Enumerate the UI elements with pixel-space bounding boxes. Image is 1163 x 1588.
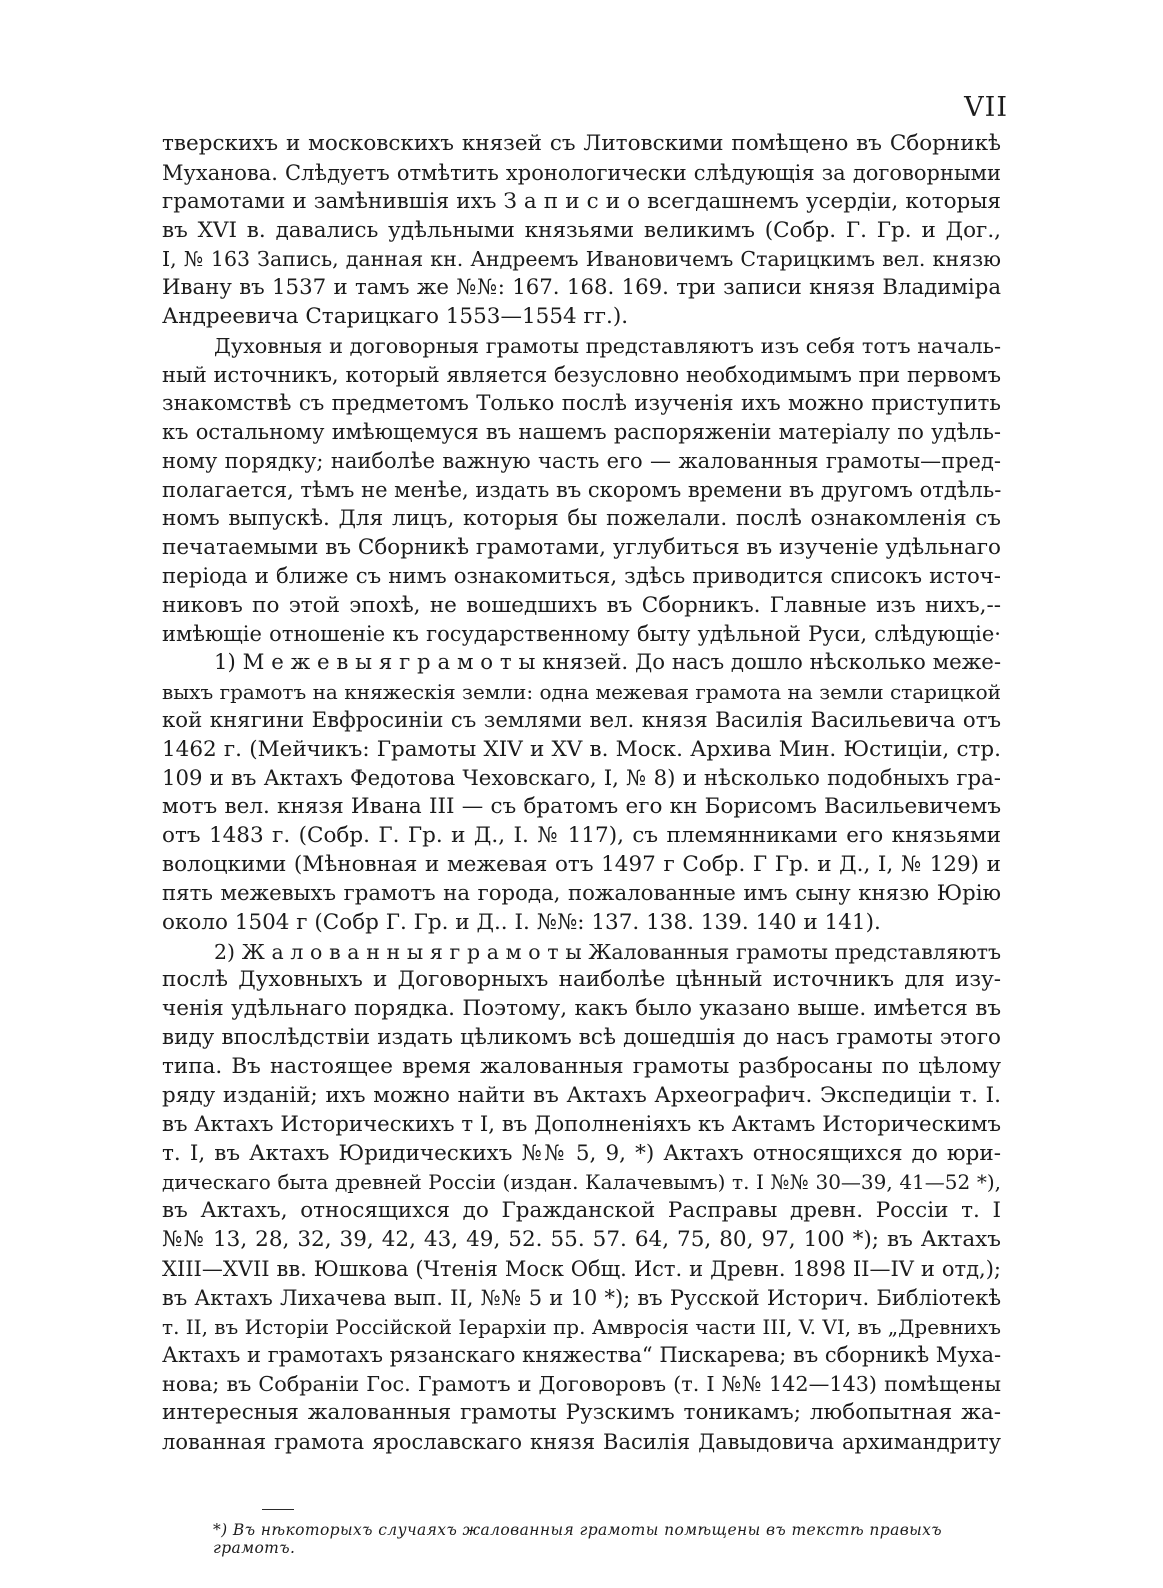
text-line: Андреевича Старицкаго 1553—1554 гг.). [162,304,629,330]
text-line: въ Актахъ Историческихъ т I, въ Дополненіяхъ къ Актамъ Историческимъ [162,1111,1001,1137]
text-line: имѣющіе отношеніе къ государственному быту удѣльной Руси, слѣдующіе· [162,622,1001,647]
page-number: VII [964,92,1008,123]
text-line: ряду изданій; ихъ можно найти въ Актахъ Археографич. Экспедиціи т. I. [162,1082,1001,1108]
text-line: пять межевыхъ грамотъ на города, пожалованные имъ сыну князю Юрію [162,880,1001,906]
text-line: послѣ Духовныхъ и Договорныхъ наиболѣе цѣнный источникъ для изу- [162,967,1001,993]
section-heading-line: 1) М е ж е в ы я г р а м о т ы князей. До насъ дошло нѣсколько меже- [214,650,1001,676]
text-line: Ивану въ 1537 и тамъ же №№: 167. 168. 169. три записи князя Владиміра [162,275,1001,301]
text-line: періода и ближе съ нимъ ознакомиться, здѣсь приводится списокъ источ- [162,563,1001,589]
footnote-separator [262,1509,294,1510]
text-line: ченія удѣльнаго порядка. Поэтому, какъ было указано выше. имѣется въ [162,996,1001,1022]
text-line: никовъ по этой эпохѣ, не вошедшихъ въ Сборникъ. Главные изъ нихъ,-- [162,592,1001,618]
section-heading-line: 2) Ж а л о в а н н ы я г р а м о т ы Жалованныя грамоты представляютъ [214,939,1001,964]
text-line: №№ 13, 28, 32, 39, 42, 43, 49, 52. 55. 57. 64, 75, 80, 97, 100 *); въ Актахъ [162,1227,1001,1253]
body-text [162,130,1001,1457]
text-line: тверскихъ и московскихъ князей съ Литовскими помѣщено въ Сборникѣ [162,131,1001,156]
text-line: кой княгини Евфросиніи съ землями вел. князя Василія Васильевича отъ [162,707,1001,733]
text-line: интересныя жалованныя грамоты Рузскимъ тоникамъ; любопытная жа- [162,1400,1001,1426]
text-line: нова; въ Собраніи Гос. Грамотъ и Договоровъ (т. I №№ 142—143) помѣщены [162,1372,1001,1397]
text-line: отъ 1483 г. (Собр. Г. Гр. и Д., I. № 117), съ племянниками его князьями [162,823,1001,849]
text-line: типа. Въ настоящее время жалованныя грамоты разбросаны по цѣлому [162,1054,1001,1079]
text-line: въ XVI в. давались удѣльными князьями великимъ (Собр. Г. Гр. и Дог., [162,217,1001,243]
text-line: печатаемыми въ Сборникѣ грамотами, углубиться въ изученіе удѣльнаго [162,534,1001,560]
footnote: *) Въ нѣкоторыхъ случаяхъ жалованныя грамоты помѣщены въ текстѣ правыхъ грамотъ. [213,1521,943,1557]
text-line: полагается, тѣмъ не менѣе, издать въ скоромъ времени въ другомъ отдѣль- [162,478,1002,503]
text-line: въ Актахъ Лихачева вып. II, №№ 5 и 10 *); въ Русской Историч. Библіотекѣ [162,1285,1001,1310]
text-line: къ остальному имѣющемуся въ нашемъ распоряженіи матеріалу по удѣль- [162,420,1001,445]
text-line: номъ выпускѣ. Для лицъ, которыя бы пожелали. послѣ ознакомленія съ [162,505,1001,531]
text-line: т. II, въ Исторіи Россійской Іерархіи пр. Амвросія части III, V. VI, въ „Древнихъ [162,1314,1001,1339]
text-line: знакомствѣ съ предметомъ Только послѣ изученія ихъ можно приступить [162,390,1001,416]
text-line: т. I, въ Актахъ Юридическихъ №№ 5, 9, *) Актахъ относящихся до юри- [162,1140,1001,1166]
text-line: около 1504 г (Собр Г. Гр. и Д.. I. №№: 137. 138. 139. 140 и 141). [162,909,881,935]
text-line: ному порядку; наиболѣе важную часть его — жалованныя грамоты—пред- [162,449,1001,474]
text-line: I, № 163 Запись, данная кн. Андреемъ Ивановичемъ Старицкимъ вел. князю [162,247,1001,272]
text-line: виду впослѣдствіи издать цѣликомъ всѣ дошедшія до насъ грамоты этого [162,1025,1001,1051]
text-line: XIII—XVII вв. Юшкова (Чтенія Моск Общ. Ист. и Древн. 1898 II—IV и отд,); [162,1256,1001,1281]
text-line: Муханова. Слѣдуетъ отмѣтить хронологически слѣдующія за договорными [162,160,1001,185]
text-line: грамотами и замѣнившія ихъ З а п и с и о всегдашнемъ усердіи, которыя [162,188,1001,214]
text-line: въ Актахъ, относящихся до Гражданской Расправы древн. Россіи т. I [162,1198,1001,1224]
text-line: волоцкими (Мѣновная и межевая отъ 1497 г Собр. Г Гр. и Д., I, № 129) и [162,852,1001,878]
text-line: выхъ грамотъ на княжескія земли: одна межевая грамота на земли старицкой [162,680,1001,705]
text-line: мотъ вел. князя Ивана III — съ братомъ его кн Борисомъ Васильевичемъ [162,794,1001,820]
text-line: ный источникъ, который является безусловно необходимымъ при первомъ [162,362,1001,387]
text-line: 109 и въ Актахъ Федотова Чеховскаго, I, № 8) и нѣсколько подобныхъ гра- [162,765,1001,791]
text-line: лованная грамота ярославскаго князя Василія Давыдовича архимандриту [162,1429,1001,1454]
text-line: Актахъ и грамотахъ рязанскаго княжества“ Пискарева; въ сборникѣ Муха- [162,1343,1002,1368]
text-line: дическаго быта древней Россіи (издан. Калачевымъ) т. I №№ 30—39, 41—52 *), [162,1170,1001,1195]
text-line: 1462 г. (Мейчикъ: Грамоты XIV и XV в. Моск. Архива Мин. Юстиціи, стр. [162,736,1001,762]
paragraph-first-line: Духовныя и договорныя грамоты представляютъ изъ себя тотъ началь- [214,333,1001,358]
